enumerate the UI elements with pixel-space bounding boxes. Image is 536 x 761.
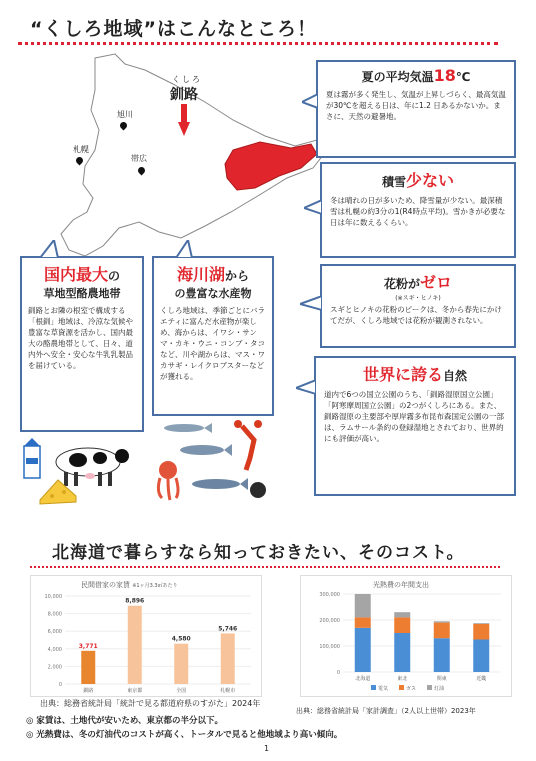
utility-category-label: 関東	[436, 676, 447, 682]
dairy-heading-suffix: の	[108, 269, 121, 283]
utility-ytick-label: 300,000	[319, 592, 340, 598]
pollen-body: スギとヒノキの花粉のピークは、冬から春先にかけてだが、くしろ地域では花粉が観測されない。	[330, 305, 502, 325]
cost-section-title: 北海道で暮らすなら知っておきたい、そのコスト。	[52, 543, 465, 563]
rent-category-label: 東京都	[127, 688, 143, 694]
seafood-box	[152, 256, 274, 416]
utility-category-label: 東北	[397, 676, 408, 682]
cheese-icon	[40, 480, 76, 504]
rent-ytick-label: 8,000	[47, 611, 62, 618]
utility-legend-label: 灯油	[434, 686, 445, 692]
snow-bubble-tail	[304, 200, 322, 216]
utility-bar-segment	[434, 621, 450, 622]
rent-category-label: 札幌市	[220, 688, 236, 694]
rent-bar	[221, 633, 235, 684]
rent-ytick-label: 4,000	[47, 646, 62, 653]
rent-ytick-label: 6,000	[47, 629, 62, 636]
utility-bar-segment	[434, 623, 450, 639]
nature-heading-highlight: 世界に誇る	[362, 365, 443, 384]
nature-body: 道内で6つの国立公園のうち、「釧路湿原国立公園」「阿寒摩周国立公園」の2つがくしろにある。また、釧路湿原の主要部や厚岸霧多布昆布森国定公園の一部は、ラムサール条約の登録湿地とされており、世界的にも評価が高い。	[324, 390, 504, 443]
pollen-bubble-tail	[300, 296, 322, 312]
utility-bar-segment	[355, 594, 371, 617]
summer-temp-box	[316, 60, 516, 158]
utility-ytick-label: 100,000	[319, 644, 340, 650]
utility-bar-segment	[355, 617, 371, 627]
utility-legend-label: ガス	[406, 686, 417, 692]
rent-value-label: 5,746	[218, 625, 238, 633]
fish-icon-2	[180, 444, 232, 456]
seafood-subheading: の豊富な水産物	[174, 287, 252, 300]
rent-chart	[30, 575, 262, 697]
utility-chart-plot	[301, 576, 511, 696]
rent-chart-title: 民間借家の家賃	[81, 581, 130, 589]
rent-value-label: 3,771	[78, 642, 98, 650]
lobster-icon	[234, 420, 262, 470]
pollen-subnote: (※スギ・ヒノキ)	[395, 295, 441, 302]
pollen-box	[320, 264, 516, 348]
page-title: “くしろ地域”はこんなところ！	[30, 18, 317, 40]
pollen-heading-mid: が	[407, 277, 420, 291]
city-label-asahikawa: 旭川	[117, 110, 133, 119]
rent-value-label: 4,580	[171, 635, 191, 643]
dairy-box	[20, 256, 144, 432]
dairy-bubble-tail	[40, 240, 60, 258]
utility-legend-swatch	[399, 685, 404, 690]
note-rent: ◎ 家賃は、土地代が安いため、東京都の半分以下。	[26, 716, 224, 726]
temp-heading-prefix: 夏の平均気温	[361, 70, 434, 84]
city-label-sapporo: 札幌	[73, 145, 89, 154]
rent-ytick-label: 10,000	[44, 594, 62, 600]
utility-bar-segment	[434, 638, 450, 672]
pollen-heading-highlight: ゼロ	[420, 273, 453, 292]
snow-heading-prefix: 積雪	[381, 175, 406, 189]
utility-bar-segment	[394, 617, 410, 633]
utility-category-label: 北海道	[355, 676, 371, 682]
page-number: 1	[264, 744, 270, 753]
rent-chart-plot	[31, 576, 261, 696]
utility-bar-segment	[355, 628, 371, 672]
utility-chart	[300, 575, 512, 697]
utility-legend-swatch	[371, 685, 376, 690]
temp-body: 夏は霧が多く発生し、気温が上昇しづらく、最高気温が30℃を超える日は、年に1.2 日あるかないか。まさに、天然の避暑地。	[326, 90, 506, 121]
snow-heading-highlight: 少ない	[406, 171, 455, 190]
title-divider	[18, 42, 498, 45]
nature-heading-suffix: 自然	[443, 369, 468, 383]
snow-body: 冬は晴れの日が多いため、降雪量が少ない。最深積雪は札幌の約3分の1(R4時点平均)。雪かきが必要な日は年に数えるくらい。	[330, 196, 506, 227]
temp-bubble-tail	[302, 94, 318, 110]
utility-chart-title: 光熱費の年間支出	[373, 581, 429, 589]
rent-category-label: 釧路	[83, 688, 94, 694]
rent-category-label: 全国	[176, 688, 187, 694]
dairy-illustration	[18, 436, 148, 506]
milk-carton-icon	[24, 438, 40, 478]
seafood-heading-highlight: 海川湖	[176, 265, 225, 284]
utility-ytick-label: 200,000	[319, 618, 340, 624]
seafood-heading-suffix: から	[225, 269, 250, 283]
note-utility: ◎ 光熱費は、冬の灯油代のコストが高く、トータルで見ると他地域より高い傾向。	[26, 730, 343, 740]
city-label-obihiro: 帯広	[131, 154, 147, 163]
rent-bar	[128, 606, 142, 684]
down-arrow-icon	[178, 104, 190, 136]
utility-bar-segment	[473, 640, 489, 673]
utility-category-label: 近畿	[476, 676, 487, 682]
cow-icon	[56, 448, 129, 486]
utility-legend-label: 電気	[378, 686, 389, 692]
dairy-heading-highlight: 国内最大	[43, 265, 108, 284]
octopus-icon	[158, 461, 178, 500]
rent-source: 出典：総務省統計局「統計で見る都道府県のすがた」2024年	[40, 699, 261, 708]
rent-ytick-label: 2,000	[47, 664, 62, 671]
utility-bar-segment	[473, 624, 489, 640]
nature-box	[314, 356, 516, 496]
pollen-heading-prefix: 花粉	[383, 277, 408, 291]
seafood-illustration	[150, 418, 280, 510]
temp-heading-value: 18	[433, 66, 456, 85]
fish-icon	[164, 423, 212, 433]
snow-box	[320, 162, 516, 258]
rent-bar	[81, 651, 95, 684]
temp-heading-unit: ℃	[455, 70, 471, 84]
sea-urchin-icon	[250, 482, 266, 498]
rent-chart-title-note: ※1ヶ月3.3㎡あたり	[132, 583, 178, 589]
dairy-body: 釧路とお隣の根室で構成する「根釧」地域は、冷涼な気候や豊富な草資源を活かし、国内最大の酪農地帯として、日々、道内外へ安全・安心な牛乳乳製品を届けている。	[28, 306, 133, 370]
dairy-subheading: 草地型酪農地帯	[43, 287, 121, 300]
utility-source: 出典：総務省統計局「家計調査」（2人以上世帯）2023年	[296, 707, 476, 715]
utility-bar-segment	[394, 633, 410, 672]
utility-legend-swatch	[427, 685, 432, 690]
rent-value-label: 8,896	[125, 597, 145, 605]
fish-icon-3	[192, 478, 248, 490]
rent-bar	[174, 644, 188, 684]
utility-bar-segment	[394, 612, 410, 617]
utility-ytick-label: 0	[336, 670, 340, 676]
rent-ytick-label: 0	[58, 682, 62, 688]
kushiro-reading: くしろ	[172, 75, 202, 84]
seafood-body: くしろ地域は、季節ごとにバラエティに富んだ水産物が楽しめ、海からは、イワシ・サンマ・カキ・ウニ・コンブ・タコなど、川や湖からは、マス・ワカサギ・レイクロブスターなどが獲れる。	[160, 306, 265, 381]
utility-bar-segment	[473, 623, 489, 624]
kushiro-name: 釧路	[170, 87, 198, 103]
nature-bubble-tail	[296, 380, 316, 396]
cost-section-divider	[30, 566, 500, 568]
seafood-bubble-tail	[174, 240, 194, 258]
